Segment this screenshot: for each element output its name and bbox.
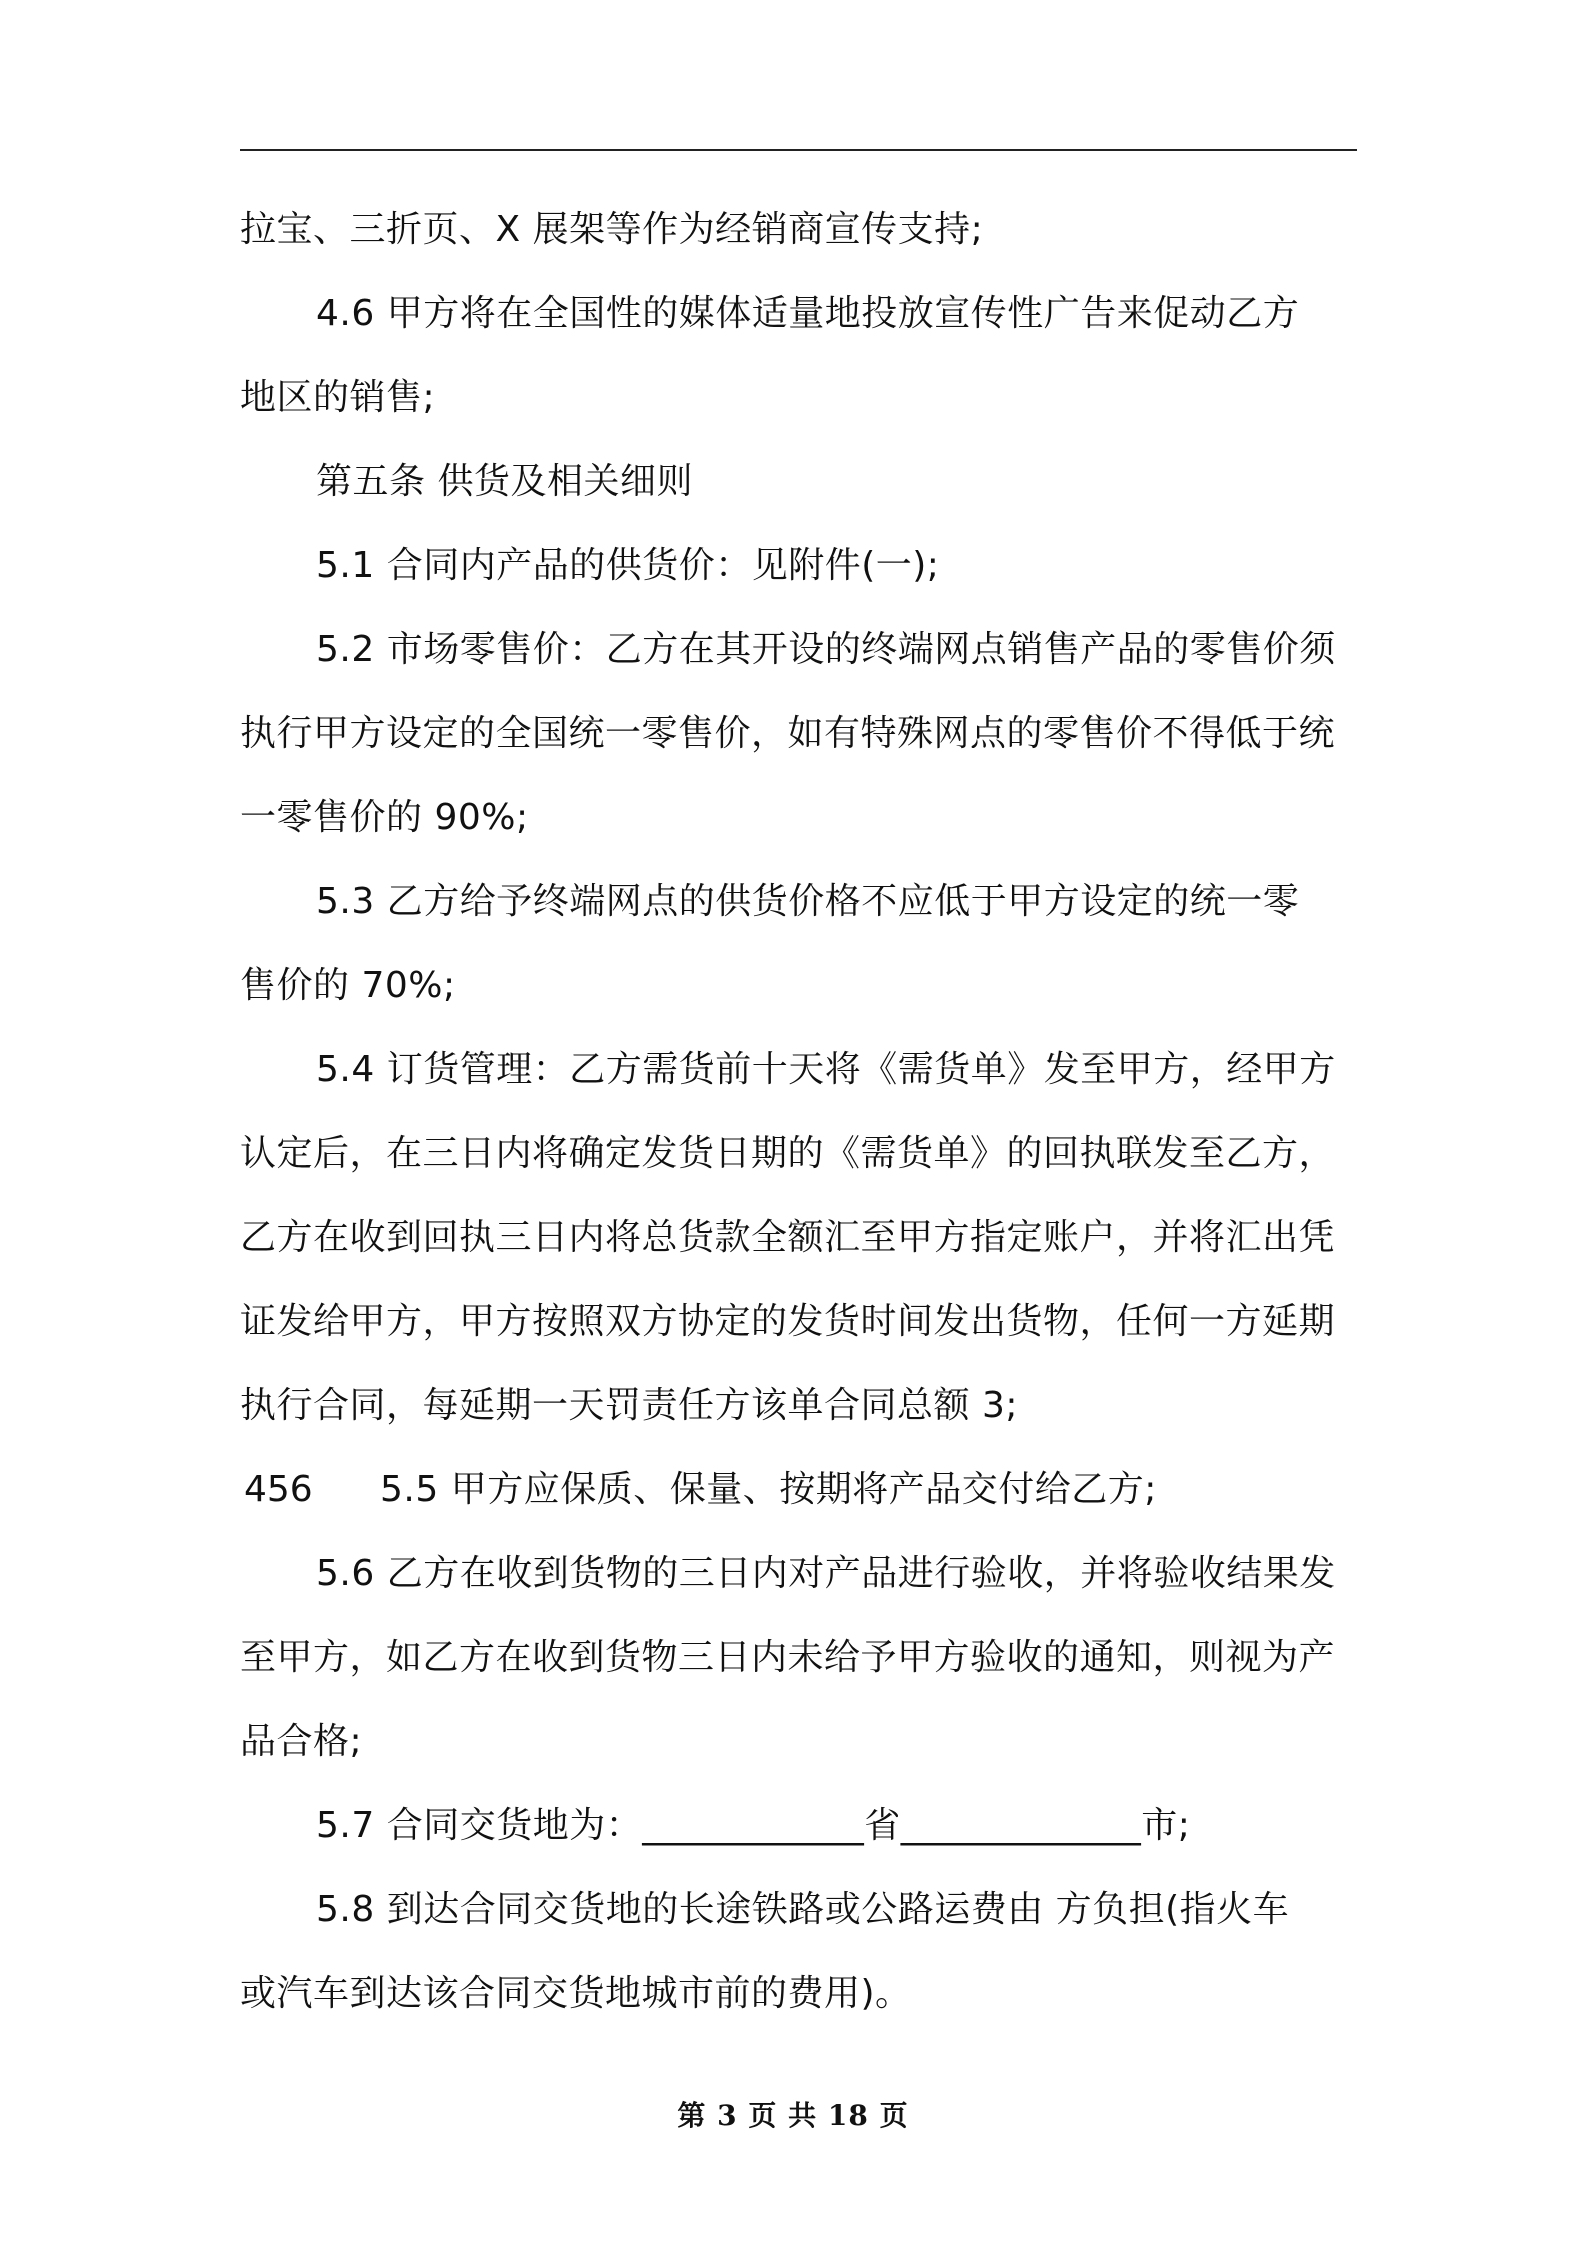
header-rule	[240, 149, 1357, 151]
text-line-19: 品合格;	[240, 1721, 363, 1762]
text-line-20: 5.7 合同交货地为：____________省_____________市;	[316, 1805, 1191, 1846]
text-line-1: 拉宝、三折页、X 展架等作为经销商宣传支持;	[240, 209, 984, 250]
text-line-15: 执行合同，每延期一天罚责任方该单合同总额 3;	[240, 1385, 1018, 1426]
text-line-3: 地区的销售;	[240, 377, 436, 418]
text-line-12: 认定后，在三日内将确定发货日期的《需货单》的回执联发至乙方，	[240, 1133, 1336, 1174]
text-line-5: 5.1 合同内产品的供货价：见附件(一);	[316, 545, 940, 586]
text-line-6: 5.2 市场零售价：乙方在其开设的终端网点销售产品的零售价须	[316, 629, 1336, 670]
text-line-17: 5.6 乙方在收到货物的三日内对产品进行验收，并将验收结果发	[316, 1553, 1336, 1594]
text-line-11: 5.4 订货管理：乙方需货前十天将《需货单》发至甲方，经甲方	[316, 1049, 1336, 1090]
section-heading: 第五条 供货及相关细则	[316, 461, 693, 502]
text-line-14: 证发给甲方，甲方按照双方协定的发货时间发出货物，任何一方延期	[240, 1301, 1336, 1342]
text-line-18: 至甲方，如乙方在收到货物三日内未给予甲方验收的通知，则视为产	[240, 1637, 1336, 1678]
text-line-8: 一零售价的 90%;	[240, 797, 529, 838]
stray-number: 456	[244, 1469, 313, 1510]
text-line-9: 5.3 乙方给予终端网点的供货价格不应低于甲方设定的统一零	[316, 881, 1300, 922]
text-line-7: 执行甲方设定的全国统一零售价，如有特殊网点的零售价不得低于统	[240, 713, 1336, 754]
text-line-22: 或汽车到达该合同交货地城市前的费用)。	[240, 1973, 912, 2014]
page-footer: 第 3 页 共 18 页	[677, 2099, 909, 2132]
text-line-13: 乙方在收到回执三日内将总货款全额汇至甲方指定账户，并将汇出凭	[240, 1217, 1336, 1258]
text-line-10: 售价的 70%;	[240, 965, 456, 1006]
text-line-21: 5.8 到达合同交货地的长途铁路或公路运费由 方负担(指火车	[316, 1889, 1290, 1930]
text-line-2: 4.6 甲方将在全国性的媒体适量地投放宣传性广告来促动乙方	[316, 293, 1300, 334]
text-line-16: 5.5 甲方应保质、保量、按期将产品交付给乙方;	[380, 1469, 1157, 1510]
